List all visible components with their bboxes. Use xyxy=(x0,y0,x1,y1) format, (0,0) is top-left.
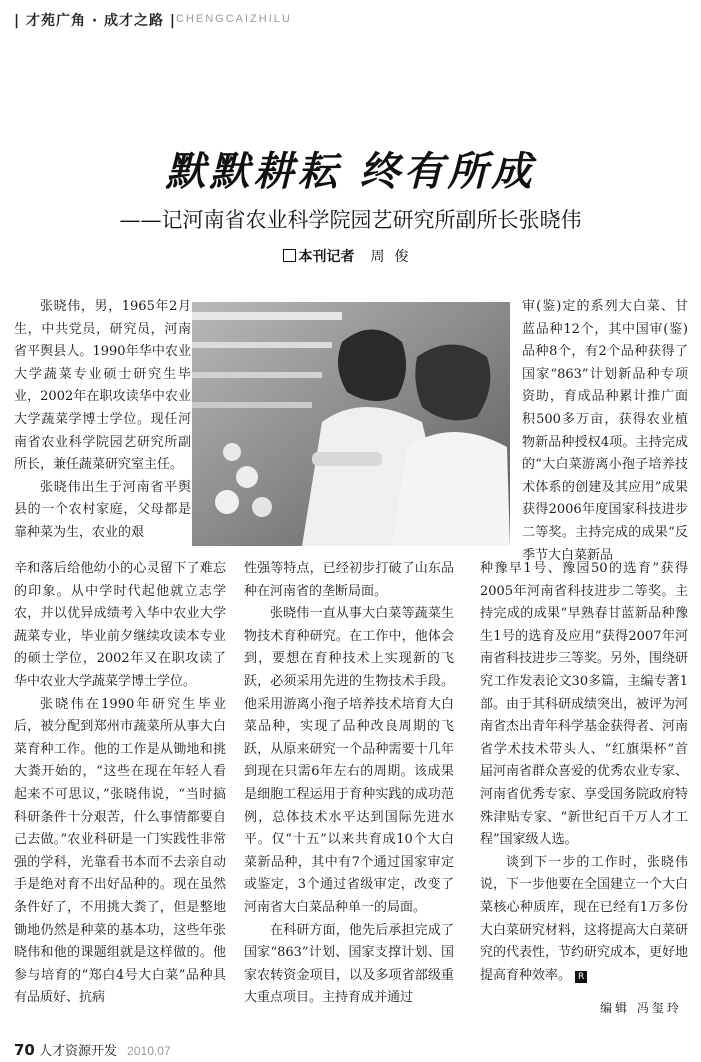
paragraph: 种豫早1号、豫园50的选育”获得2005年河南省科技进步二等奖。主持完成的成果“早熟春甘蓝新品种豫生1号的选育及应用”获得2007年河南省科技进步三等奖。另外，围绕研究工作发表论文30多篇，主编专著1部。由于其科研成绩突出，被评为河南省杰出青年科学基金获得者、河南省学术技术带头人、“红旗渠杯”首届河南省群众喜爱的优秀农业专家、河南省优秀专家、享受国务院政府特殊津贴专家、“新世纪百千万人才工程”国家级人选。 xyxy=(480,561,689,848)
paragraph: 张晓伟，男，1965年2月生，中共党员，研究员，河南省平舆县人。1990年华中农业大学蔬菜专业硕士研究生毕业，2002年在职攻读华中农业大学蔬菜学博士学位。现任河南省农业科学院园艺研究所副所长，兼任蔬菜研究室主任。 xyxy=(14,299,191,473)
paragraph: 张晓伟一直从事大白菜等蔬菜生物技术育种研究。在工作中，他体会到，要想在育种技术上实现新的飞跃，必须采用先进的生物技术手段。他采用游离小孢子培养技术培育大白菜品种，实现了品种改良周期的飞跃，从原来研究一个品种需要十几年到现在只需6年左右的周期。该成果是细胞工程运用于育种实践的成功范例，总体技术水平达到国际先进水平。仅“十五”以来共育成10个大白菜新品种，其中有7个通过国家审定或鉴定，3个通过省级审定，改变了河南省大白菜品种单一的局面。 xyxy=(244,606,454,915)
article-title: 默默耕耘 终有所成 xyxy=(165,149,536,195)
byline xyxy=(0,246,701,266)
issue-date: 2010.07 xyxy=(127,1044,171,1058)
paragraph xyxy=(480,852,688,988)
section-name: | 才苑广角 · 成才之路 | xyxy=(14,13,177,29)
paragraph: 张晓伟出生于河南省平舆县的一个农村家庭，父母都是靠种菜为生，农业的艰 xyxy=(14,479,191,540)
byline-box-icon xyxy=(283,249,296,262)
byline-author: 周俊 xyxy=(370,249,419,265)
page-footer xyxy=(14,1040,171,1059)
paragraph: 张晓伟在1990年研究生毕业后，被分配到郑州市蔬菜所从事大白菜育种工作。他的工作是从锄地和挑大粪开始的，“这些在现在年轻人看起来不可思议，”张晓伟说，“当时搞科研条件十分艰苦，什么事情都要自己去做。”农业科研是一门实践性非常强的学科，光靠看书本而不去亲自动手是绝对育不出好品种的。现在虽然条件好了，不用挑大粪了，但是整地锄地仍然是种菜的基本功，这些年张晓伟和他的课题组就是这样做的。他参与培育的“郑白4号大白菜”品种具有品质好、抗病 xyxy=(14,696,226,1006)
paragraph: 审(鉴)定的系列大白菜、甘蓝品种12个，其中国审(鉴)品种8个，有2个品种获得了国家“863”计划新品种专项资助，育成品种累计推广面积500多万亩，获得农业植物新品种授权4项。主持完成的“大白菜游离小孢子培养技术体系的创建及其应用”成果获得2006年度国家科技进步二等奖。主持完成的成果“反季节大白菜新品 xyxy=(522,299,688,563)
end-mark-icon: R xyxy=(575,971,587,983)
paragraph: 性强等特点，已经初步打破了山东品种在河南省的垄断局面。 xyxy=(244,561,454,599)
paragraph: 辛和落后给他幼小的心灵留下了难忘的印象。从中学时代起他就立志学农，并以优异成绩考入华中农业大学蔬菜专业，毕业前夕继续攻读本专业的硕士学位，2002年又在职攻读了华中农业大学蔬菜学博士学位。 xyxy=(14,561,226,689)
section-pinyin: CHENGCAIZHILU xyxy=(176,13,292,25)
lab-photo-image xyxy=(192,302,510,546)
byline-label: 本刊记者 xyxy=(298,249,355,265)
column-2 xyxy=(244,558,454,1010)
editor-credit: 编辑 冯玺玲 xyxy=(600,1001,682,1015)
article-photo xyxy=(192,302,510,546)
column-3-top xyxy=(522,296,688,567)
article-subtitle: ——记河南省农业科学院园艺研究所副所长张晓伟 xyxy=(119,208,582,232)
paragraph: 在科研方面，他先后承担完成了国家“863”计划、国家支撑计划、国家农转资金项目，以及多项省部级重大重点项目。主持育成并通过 xyxy=(244,922,454,1006)
running-header xyxy=(14,8,694,32)
page-number: 70 xyxy=(14,1041,35,1059)
column-3-bottom xyxy=(480,558,688,987)
magazine-name: 人才资源开发 xyxy=(39,1044,118,1059)
paragraph-text: 谈到下一步的工作时，张晓伟说，下一步他要在全国建立一个大白菜核心种质库，现在已经有1万多份大白菜研究材料，这将提高大白菜研究的代表性，节约研究成本，更好地提高育种效率。 xyxy=(480,854,689,983)
column-1-bottom xyxy=(14,558,226,1010)
column-1-top xyxy=(14,296,191,545)
